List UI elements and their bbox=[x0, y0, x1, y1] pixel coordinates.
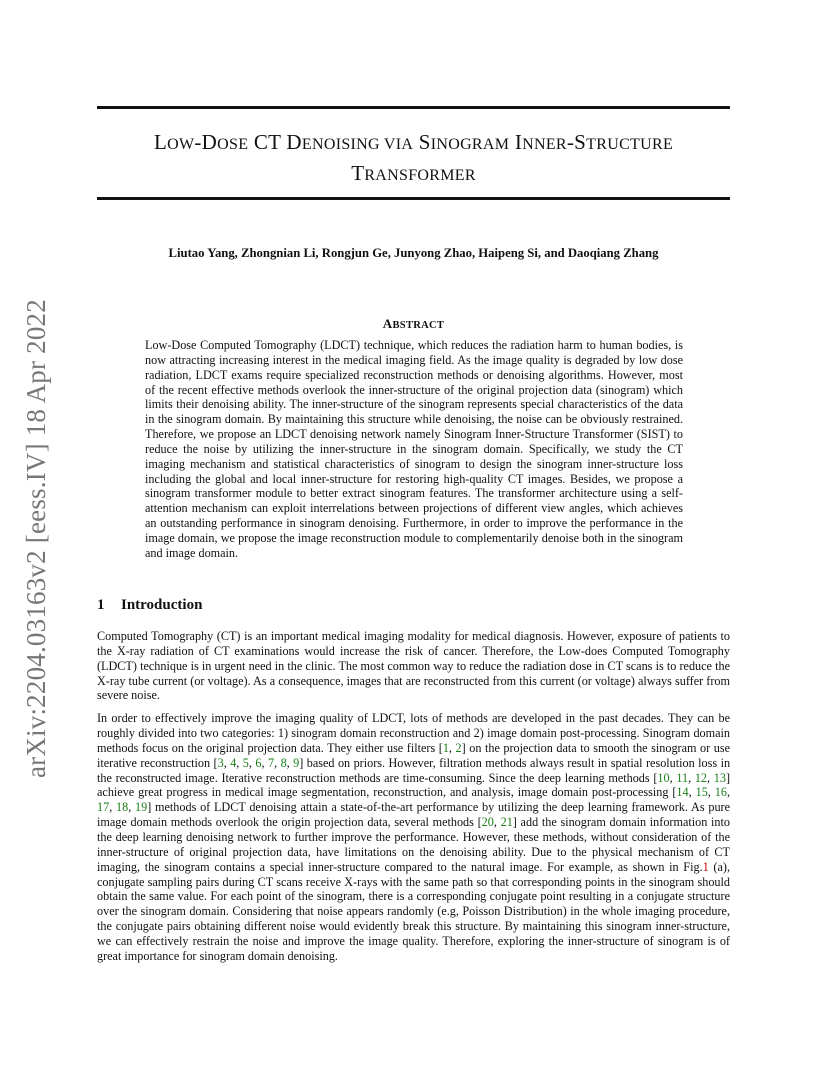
citation-link[interactable]: 16 bbox=[714, 785, 727, 800]
section-number: 1 bbox=[97, 597, 105, 613]
citation-link[interactable]: 10 bbox=[657, 770, 670, 785]
citation-link[interactable]: 11 bbox=[676, 770, 689, 785]
title-line-1: LOW-DOSE CT DENOISING VIA SINOGRAM INNER-STRUCTURE bbox=[153, 130, 674, 154]
citation-link[interactable]: 17 bbox=[97, 800, 110, 815]
citation-link[interactable]: 8 bbox=[280, 755, 287, 770]
intro-paragraph-1: Computed Tomography (CT) is an important medical imaging modality for medical diagnosis. However, exposure of patients to the X-ray radiation of CT examinations would increase the risk of cancer. Therefore, the Low-does Computed Tomography (LDCT) technique is in urgent need in the clinic. The most common way to reduce the radiation dose in CT scans is to reduce the X-ray tube current (or voltage). As a consequence, images that are reconstructed from this current (or voltage) always suffer from severe noise. bbox=[97, 629, 730, 703]
citation-link[interactable]: 15 bbox=[695, 785, 708, 800]
citation-link[interactable]: 5 bbox=[242, 755, 249, 770]
author-list: Liutao Yang, Zhongnian Li, Rongjun Ge, Junyong Zhao, Haipeng Si, and Daoqiang Zhang bbox=[168, 246, 659, 260]
citation-link[interactable]: 19 bbox=[135, 800, 148, 815]
citation-link[interactable]: 14 bbox=[676, 785, 689, 800]
abstract-text: Low-Dose Computed Tomography (LDCT) technique, which reduces the radiation harm to human bodies, is now attracting increasing interest in the medical imaging field. As the image quality is degraded by low dose radiation, LDCT exams require specialized reconstruction methods or denoising algorithms. However, most of the recent effective methods overlook the inner-structure of the original projection data (sinogram) which limits their denoising ability. The inner-structure of the sinogram represents special characteristics of the data in the sinogram domain. By maintaining this structure while denoising, the noise can be obviously restrained. Therefore, we propose an LDCT denoising network namely Sinogram Inner-Structure Transformer (SIST) to reduce the noise by utilizing the inner-structure in the sinogram domain. Specifically, we study the CT imaging mechanism and statistical characteristics of sinogram to design the sinogram inner-structure loss including the global and local inner-structure for restoring high-quality CT images. Besides, we propose a sinogram transformer module to better extract sinogram features. The transformer architecture using a self-attention mechanism can exploit interrelations between projections of different view angles, which achieves an outstanding performance in sinogram denoising. Furthermore, in order to improve the performance in the image domain, we propose the image reconstruction module to complementarily denoise both in the sinogram and image domain. bbox=[145, 338, 683, 560]
title-bottom-rule bbox=[97, 197, 730, 200]
citation-link[interactable]: 6 bbox=[255, 755, 262, 770]
intro-paragraph-2: In order to effectively improve the imaging quality of LDCT, lots of methods are developed in the past decades. They can be roughly divided into two categories: 1) sinogram domain reconstruction and 2) image domain post-processing. Sinogram domain methods focus on the original projection data. They either use filters [1, 2] on the projection data to smooth the sinogram or use iterative reconstruction [3, 4, 5, 6, 7, 8, 9] based on priors. However, filtration methods always result in spatial resolution loss in the reconstructed image. Iterative reconstruction methods are time-consuming. Since the deep learning methods [10, 11, 12, 13] achieve great progress in medical image segmentation, reconstruction, and analysis, image domain post-processing [14, 15, 16, 17, 18, 19] methods of LDCT denoising attain a state-of-the-art performance by utilizing the deep learning framework. As pure image domain methods overlook the origin projection data, several methods [20, 21] add the sinogram domain information into the deep learning denoising network to further improve the performance. However, these methods, without consideration of the inner-structure of original projection data, have limitations on the denoising ability. Due to the physical mechanism of CT imaging, the sinogram contains a special inner-structure compared to the natural image. For example, as shown in Fig.1 (a), conjugate sampling pairs during CT scans receive X-rays with the same path so that corresponding points in the sinogram should obtain the same value. For each point of the sinogram, there is a corresponding conjugate point resulting in a conjugate structure over the sinogram domain. Considering that noise appears randomly (e.g, Poisson Distribution) in the whole imaging procedure, the conjugate pairs obtaining different noise would evidently break this structure. By maintaining this sinogram inner-structure, we can effectively restrain the noise and improve the image quality. Therefore, exploring the inner-structure of sinogram is of great importance for sinogram domain denoising. bbox=[97, 711, 731, 963]
citation-link[interactable]: 12 bbox=[694, 770, 708, 785]
introduction-body bbox=[97, 629, 730, 972]
title-top-rule bbox=[97, 106, 730, 109]
abstract-heading: ABSTRACT bbox=[382, 316, 445, 331]
arxiv-identifier: arXiv:2204.03163v2 [eess.IV] 18 Apr 2022 bbox=[21, 299, 51, 778]
citation-link[interactable]: 13 bbox=[713, 770, 726, 785]
section-title: Introduction bbox=[121, 597, 203, 613]
citation-link[interactable]: 9 bbox=[293, 755, 300, 770]
citation-link[interactable]: 4 bbox=[230, 755, 237, 770]
citation-link[interactable]: 21 bbox=[500, 815, 513, 830]
citation-link[interactable]: 20 bbox=[481, 815, 494, 830]
section-heading bbox=[97, 597, 202, 614]
citation-link[interactable]: 7 bbox=[267, 755, 275, 770]
citation-link[interactable]: 1 bbox=[442, 740, 449, 755]
abstract-body bbox=[145, 338, 683, 561]
figure-link[interactable]: 1 bbox=[702, 859, 709, 874]
citation-link[interactable]: 3 bbox=[217, 755, 224, 770]
arxiv-sidebar bbox=[12, 290, 62, 778]
citation-link[interactable]: 2 bbox=[455, 740, 462, 755]
paper-title bbox=[97, 128, 730, 190]
citation-link[interactable]: 18 bbox=[116, 800, 129, 815]
title-line-2: TRANSFORMER bbox=[351, 161, 476, 185]
